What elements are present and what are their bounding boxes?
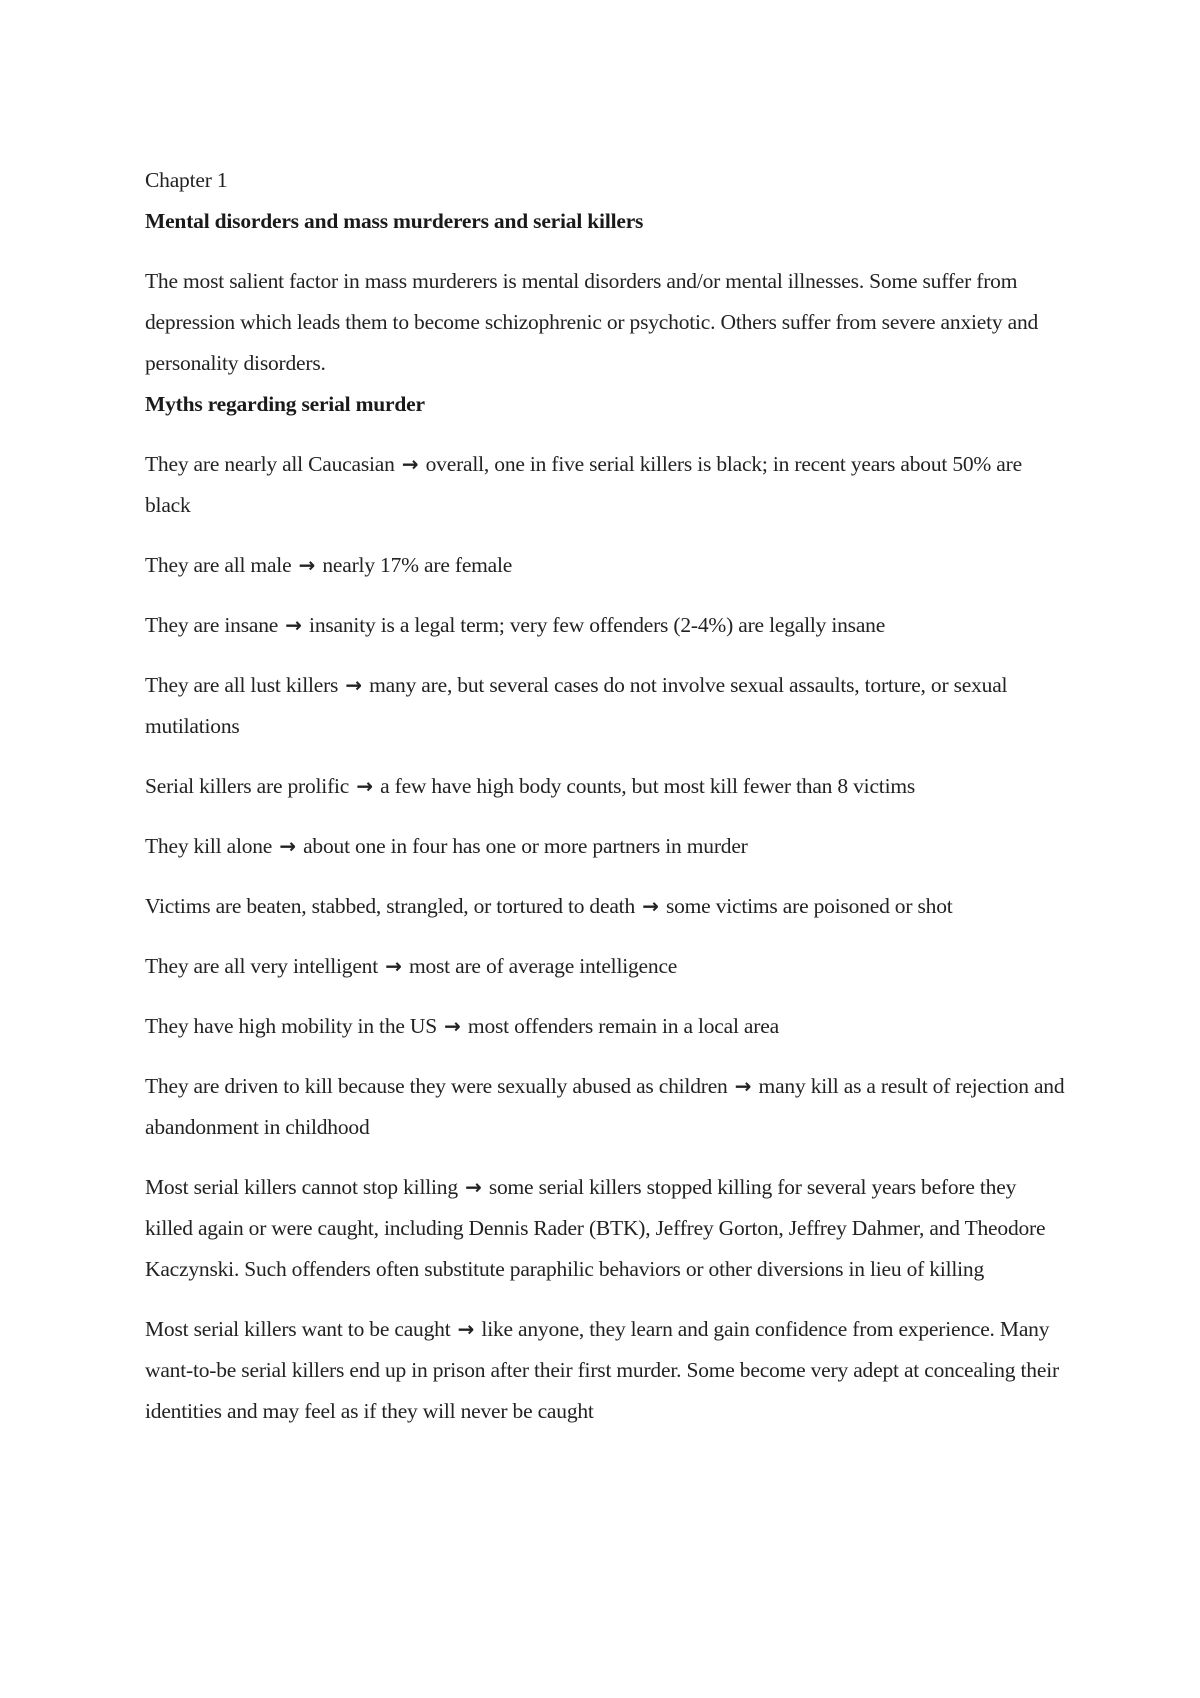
fact-text: most offenders remain in a local area (467, 1014, 779, 1038)
myth-item (145, 444, 1065, 526)
fact-text: many are, but several cases do not involve sexual assaults, torture, or sexual mutilations (145, 673, 1008, 738)
myth-text: They are nearly all Caucasian (145, 452, 395, 476)
myth-item (145, 766, 1065, 807)
myth-item (145, 946, 1065, 987)
chapter-label: Chapter 1 (145, 168, 228, 192)
myth-item (145, 665, 1065, 747)
fact-text: a few have high body counts, but most kill fewer than 8 victims (380, 774, 916, 798)
myth-item (145, 605, 1065, 646)
myth-text: They have high mobility in the US (145, 1014, 437, 1038)
myths-heading: Myths regarding serial murder (145, 392, 425, 416)
fact-text: many kill as a result of rejection and abandonment in childhood (145, 1074, 1065, 1139)
myth-text: They are insane (145, 613, 279, 637)
fact-text: some victims are poisoned or shot (665, 894, 953, 918)
myth-item (145, 886, 1065, 927)
arrow-right-icon: → (457, 1317, 475, 1341)
fact-text: some serial killers stopped killing for several years before they killed again or were caught, including Dennis Rader (BTK), Jeffrey Gorton, Jeffrey Dahmer, and Theodore Kaczynski. Such offenders often substitute paraphilic behaviors or other diversions in lieu of killing (145, 1175, 1046, 1281)
myth-item (145, 826, 1065, 867)
fact-text: like anyone, they learn and gain confidence from experience. Many want-to-be serial killers end up in prison after their first murder. Some become very adept at concealing their identities and may feel as if they will never be caught (145, 1317, 1059, 1423)
intro-paragraph: The most salient factor in mass murderers is mental disorders and/or mental illnesses. Some suffer from depression which leads them to become schizophrenic or psychotic. Others suffer from severe anxiety and personality disorders. (145, 269, 1039, 375)
myths-list (145, 444, 1065, 1432)
fact-text: most are of average intelligence (408, 954, 678, 978)
arrow-right-icon: → (465, 1175, 482, 1199)
arrow-right-icon: → (444, 1014, 461, 1038)
myth-text: Serial killers are prolific (145, 774, 350, 798)
myth-text: Most serial killers cannot stop killing (145, 1175, 458, 1199)
arrow-right-icon: → (734, 1074, 752, 1098)
myth-text: They are all lust killers (145, 673, 339, 697)
arrow-right-icon: → (385, 954, 402, 978)
myth-item (145, 545, 1065, 586)
myth-text: They are all male (145, 553, 292, 577)
arrow-right-icon: → (279, 834, 296, 858)
arrow-right-icon: → (298, 553, 316, 577)
myth-item (145, 1167, 1065, 1290)
myth-item (145, 1309, 1065, 1432)
document-body (145, 160, 1065, 1451)
myth-item (145, 1066, 1065, 1148)
arrow-right-icon: → (401, 452, 419, 476)
fact-text: nearly 17% are female (322, 553, 513, 577)
arrow-right-icon: → (642, 894, 659, 918)
myth-item (145, 1006, 1065, 1047)
myth-text: Most serial killers want to be caught (145, 1317, 451, 1341)
fact-text: insanity is a legal term; very few offenders (2-4%) are legally insane (309, 613, 886, 637)
myth-text: They kill alone (145, 834, 273, 858)
arrow-right-icon: → (345, 673, 362, 697)
myth-text: Victims are beaten, stabbed, strangled, or tortured to death (145, 894, 635, 918)
myth-text: They are driven to kill because they were sexually abused as children (145, 1074, 728, 1098)
section-heading: Mental disorders and mass murderers and serial killers (145, 209, 644, 233)
arrow-right-icon: → (285, 613, 302, 637)
fact-text: overall, one in five serial killers is black; in recent years about 50% are black (145, 452, 1022, 517)
myth-text: They are all very intelligent (145, 954, 378, 978)
arrow-right-icon: → (356, 774, 373, 798)
fact-text: about one in four has one or more partners in murder (303, 834, 748, 858)
